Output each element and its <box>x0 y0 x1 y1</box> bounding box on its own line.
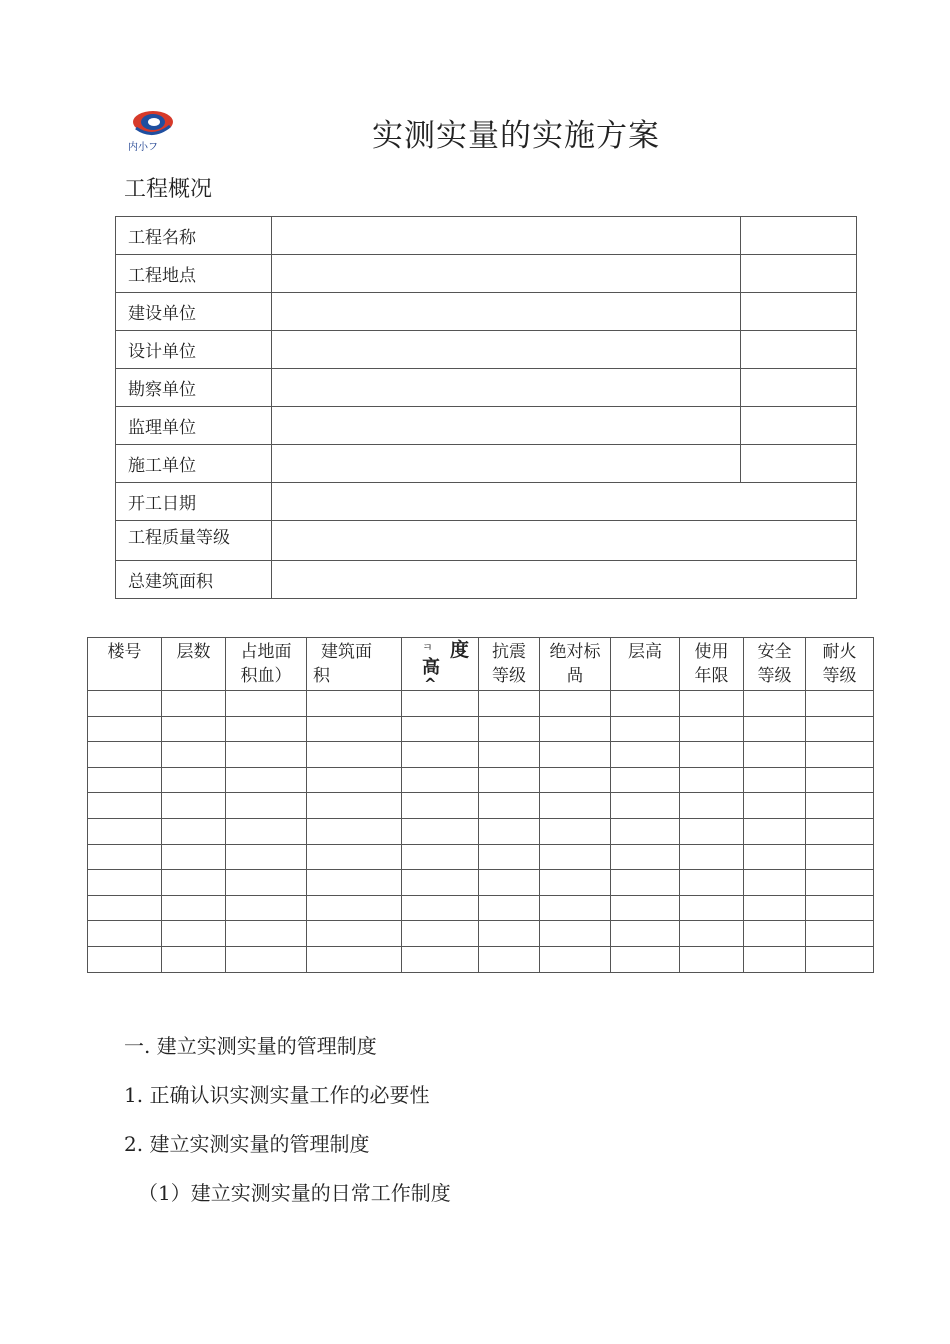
table-row <box>88 767 874 793</box>
table-cell <box>162 793 226 819</box>
table-cell <box>611 818 680 844</box>
section-heading: 工程概况 <box>124 177 213 202</box>
table-cell <box>540 844 611 870</box>
table-cell <box>402 844 479 870</box>
row-value <box>272 407 741 445</box>
header-building-no: 楼号 <box>88 638 162 691</box>
table-cell <box>307 895 402 921</box>
table-cell <box>307 921 402 947</box>
row-label: 工程质量等级 <box>116 521 272 561</box>
row-value <box>272 293 741 331</box>
table-row <box>116 561 857 599</box>
table-cell <box>307 793 402 819</box>
table-cell <box>540 793 611 819</box>
table-row <box>88 870 874 896</box>
row-value <box>272 561 857 599</box>
table-cell <box>307 691 402 717</box>
table-cell <box>88 818 162 844</box>
table-cell <box>162 844 226 870</box>
table-cell <box>806 818 874 844</box>
table-cell <box>479 895 540 921</box>
table-cell <box>540 691 611 717</box>
table-cell <box>744 767 806 793</box>
table-cell <box>307 767 402 793</box>
row-label: 总建筑面积 <box>116 561 272 599</box>
table-cell <box>479 921 540 947</box>
row-value <box>272 521 857 561</box>
header-storey-height: 层高 <box>611 638 680 691</box>
row-extra <box>741 217 857 255</box>
outline-item-2: 1. 正确认识实测实量工作的必要性 <box>124 1083 430 1107</box>
table-row <box>88 742 874 768</box>
table-cell <box>479 818 540 844</box>
row-label: 监理单位 <box>116 407 272 445</box>
table-cell <box>744 742 806 768</box>
row-value <box>272 217 741 255</box>
table-cell <box>88 844 162 870</box>
table-cell <box>479 946 540 972</box>
table-cell <box>88 921 162 947</box>
table-cell <box>680 870 744 896</box>
row-extra <box>741 293 857 331</box>
table-cell <box>806 921 874 947</box>
table-cell <box>806 844 874 870</box>
table-cell <box>226 895 307 921</box>
table-cell <box>744 716 806 742</box>
table-cell <box>806 870 874 896</box>
row-value <box>272 369 741 407</box>
table-cell <box>402 870 479 896</box>
table-row <box>88 818 874 844</box>
table-cell <box>744 818 806 844</box>
header-seismic: 抗震 等级 <box>479 638 540 691</box>
table-cell <box>806 946 874 972</box>
row-value <box>272 483 857 521</box>
table-cell <box>88 767 162 793</box>
table-row <box>116 369 857 407</box>
header-safety: 安全 等级 <box>744 638 806 691</box>
header-footprint: 占地面 积血） <box>226 638 307 691</box>
table-cell <box>307 946 402 972</box>
row-extra <box>741 445 857 483</box>
table-row <box>116 407 857 445</box>
table-cell <box>88 691 162 717</box>
row-extra <box>741 255 857 293</box>
table-cell <box>540 767 611 793</box>
table-cell <box>226 870 307 896</box>
row-label: 建设单位 <box>116 293 272 331</box>
table-cell <box>307 870 402 896</box>
table-cell <box>680 767 744 793</box>
table-cell <box>806 895 874 921</box>
table-cell <box>611 716 680 742</box>
table-cell <box>402 793 479 819</box>
table-cell <box>611 895 680 921</box>
building-table <box>87 637 874 973</box>
header-fire: 耐火 等级 <box>806 638 874 691</box>
table-cell <box>226 793 307 819</box>
table-row <box>116 331 857 369</box>
table-cell <box>402 767 479 793</box>
table-cell <box>226 818 307 844</box>
table-cell <box>88 946 162 972</box>
table-cell <box>611 742 680 768</box>
table-cell <box>402 742 479 768</box>
table-cell <box>162 895 226 921</box>
table-cell <box>226 742 307 768</box>
table-header-row <box>88 638 874 691</box>
header-height-b: 度 <box>450 639 470 661</box>
header-height-a: ㅋ <box>422 641 433 654</box>
table-cell <box>162 870 226 896</box>
table-row <box>88 921 874 947</box>
table-cell <box>680 793 744 819</box>
table-cell <box>88 895 162 921</box>
table-cell <box>162 716 226 742</box>
table-cell <box>744 691 806 717</box>
table-cell <box>479 691 540 717</box>
table-cell <box>540 818 611 844</box>
table-cell <box>680 691 744 717</box>
table-cell <box>307 818 402 844</box>
table-row <box>116 445 857 483</box>
row-value <box>272 331 741 369</box>
row-label: 工程地点 <box>116 255 272 293</box>
table-cell <box>307 844 402 870</box>
table-cell <box>162 767 226 793</box>
table-cell <box>540 895 611 921</box>
table-row <box>88 844 874 870</box>
table-cell <box>479 742 540 768</box>
table-cell <box>680 895 744 921</box>
row-value <box>272 255 741 293</box>
outline-item-4: （1）建立实测实量的日常工作制度 <box>138 1181 451 1205</box>
project-info-table <box>115 216 857 599</box>
table-cell <box>162 818 226 844</box>
table-cell <box>744 844 806 870</box>
table-cell <box>162 742 226 768</box>
table-cell <box>806 716 874 742</box>
table-cell <box>611 946 680 972</box>
table-cell <box>611 793 680 819</box>
table-cell <box>479 793 540 819</box>
header-height-d: ^ <box>424 675 437 693</box>
row-label: 勘察单位 <box>116 369 272 407</box>
table-cell <box>402 716 479 742</box>
table-cell <box>680 946 744 972</box>
table-cell <box>540 742 611 768</box>
row-extra <box>741 407 857 445</box>
table-cell <box>680 716 744 742</box>
row-extra <box>741 369 857 407</box>
table-cell <box>806 742 874 768</box>
table-cell <box>226 767 307 793</box>
table-cell <box>680 818 744 844</box>
table-cell <box>744 793 806 819</box>
table-row <box>88 716 874 742</box>
table-row <box>116 293 857 331</box>
table-row <box>88 793 874 819</box>
table-cell <box>162 946 226 972</box>
table-cell <box>479 716 540 742</box>
header-floors: 层数 <box>162 638 226 691</box>
table-cell <box>540 870 611 896</box>
table-cell <box>540 716 611 742</box>
row-label: 施工单位 <box>116 445 272 483</box>
table-cell <box>226 921 307 947</box>
row-label: 工程名称 <box>116 217 272 255</box>
table-cell <box>611 691 680 717</box>
table-cell <box>162 921 226 947</box>
header-height <box>402 638 479 691</box>
table-cell <box>402 895 479 921</box>
table-row <box>116 217 857 255</box>
table-cell <box>680 921 744 947</box>
table-cell <box>162 691 226 717</box>
table-cell <box>540 921 611 947</box>
outline-item-1: 一. 建立实测实量的管理制度 <box>124 1034 377 1058</box>
table-cell <box>402 921 479 947</box>
table-cell <box>611 921 680 947</box>
logo-text: 内小フ <box>128 142 158 153</box>
table-cell <box>479 844 540 870</box>
table-cell <box>88 870 162 896</box>
table-cell <box>226 946 307 972</box>
header-building-area: 建筑面 积 <box>307 638 402 691</box>
table-cell <box>680 742 744 768</box>
table-row <box>116 255 857 293</box>
table-cell <box>479 870 540 896</box>
table-cell <box>88 742 162 768</box>
table-cell <box>806 767 874 793</box>
row-label: 设计单位 <box>116 331 272 369</box>
document-title: 实测实量的实施方案 <box>372 118 660 154</box>
table-cell <box>744 895 806 921</box>
table-row <box>88 895 874 921</box>
row-extra <box>741 331 857 369</box>
table-cell <box>226 844 307 870</box>
table-cell <box>307 742 402 768</box>
table-cell <box>744 946 806 972</box>
table-cell <box>88 793 162 819</box>
table-cell <box>307 716 402 742</box>
table-row <box>88 946 874 972</box>
header-service-life: 使用 年限 <box>680 638 744 691</box>
table-cell <box>744 921 806 947</box>
table-cell <box>680 844 744 870</box>
outline-item-3: 2. 建立实测实量的管理制度 <box>124 1132 370 1156</box>
table-row <box>116 521 857 561</box>
row-label: 开工日期 <box>116 483 272 521</box>
table-cell <box>744 870 806 896</box>
table-cell <box>806 793 874 819</box>
table-cell <box>88 716 162 742</box>
building-table-body <box>88 691 874 973</box>
table-cell <box>806 691 874 717</box>
header-height-c: 高 <box>422 657 440 678</box>
table-cell <box>226 716 307 742</box>
row-value <box>272 445 741 483</box>
table-cell <box>611 870 680 896</box>
table-row <box>116 483 857 521</box>
table-cell <box>402 818 479 844</box>
table-row <box>88 691 874 717</box>
table-cell <box>402 946 479 972</box>
header-elevation: 绝对标 咼 <box>540 638 611 691</box>
table-cell <box>402 691 479 717</box>
table-cell <box>226 691 307 717</box>
table-cell <box>479 767 540 793</box>
table-cell <box>540 946 611 972</box>
table-cell <box>611 767 680 793</box>
table-cell <box>611 844 680 870</box>
